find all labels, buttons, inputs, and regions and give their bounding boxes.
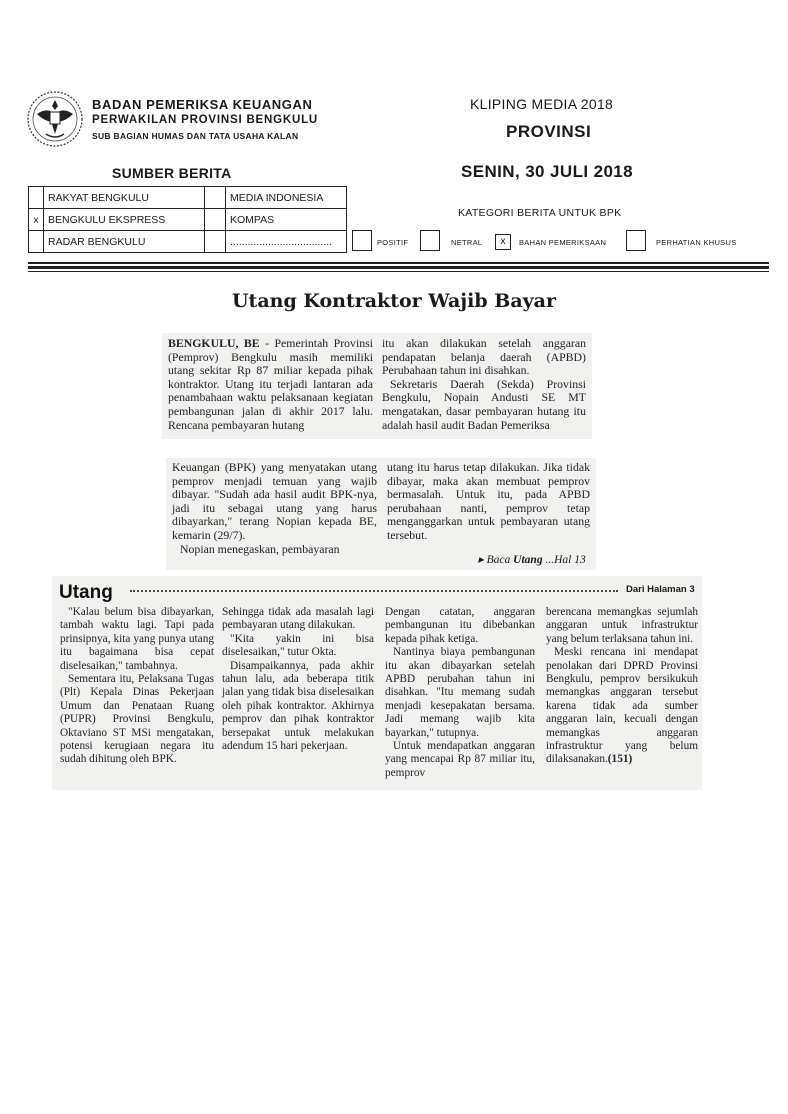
reporter-code: (151) <box>607 753 633 766</box>
article-paragraph: Disampaikannya, pada akhir tahun lalu, ada beberapa titik jalan yang tidak bisa diselesaikan oleh pihak kontraktor. Akhirnya pemprov dan pihak kontraktor bersepakat untuk melakukan adendum 15 hari pekerjaan. <box>222 659 374 753</box>
article-paragraph: Meski rencana ini mendapat penolakan dari DPRD Provinsi Bengkulu, pemprov bersikukuh memangkas anggaran tersebut karena tidak ada sumber anggaran lain, kecuali dengan memangkas anggaran infrastruktur yang belum dilaksanakan.(151) <box>546 646 698 766</box>
article-column <box>60 606 214 767</box>
divider <box>28 266 769 269</box>
article-text: - Pemerintah Provinsi (Pemprov) Bengkulu masih memiliki utang sekitar Rp 87 miliar kepada pihak kontraktor. Utang itu terjadi lantaran ada penambahaan waktu pelaksanaan kegiatan pembangunan jalan di akhir 2017 lalu. Rencana pembayaran hutang <box>168 336 373 432</box>
category-label: PERHATIAN KHUSUS <box>656 238 737 247</box>
dateline: BENGKULU, BE <box>168 336 260 350</box>
category-label: POSITIF <box>377 238 409 247</box>
source-mark <box>29 231 44 253</box>
sumber-berita-title: SUMBER BERITA <box>112 165 232 181</box>
article-paragraph: Dengan catatan, anggaran pembangunan itu dibebankan kepada pihak ketiga. <box>385 606 535 645</box>
source-name: RAKYAT BENGKULU <box>44 187 205 209</box>
article-column <box>222 606 374 753</box>
source-name: BENGKULU EKSPRESS <box>44 209 205 231</box>
article-paragraph: Sekretaris Daerah (Sekda) Provinsi Bengkulu, Nopain Andusti SE MT mengatakan, dasar pembayaran hutang itu adalah hasil audit Badan Pemeriksa <box>382 376 586 432</box>
article-column <box>546 606 698 767</box>
category-checkbox-positif <box>352 230 372 251</box>
source-name: MEDIA INDONESIA <box>226 187 347 209</box>
article-headline: Utang Kontraktor Wajib Bayar <box>231 290 556 312</box>
category-checkbox-netral <box>420 230 440 251</box>
source-name: KOMPAS <box>226 209 347 231</box>
category-label: NETRAL <box>451 238 483 247</box>
divider <box>28 271 769 272</box>
article-column <box>168 337 373 432</box>
source-row <box>29 209 347 231</box>
source-name: ................................... <box>226 231 347 253</box>
org-region: PERWAKILAN PROVINSI BENGKULU <box>92 114 319 126</box>
article-paragraph: itu akan dilakukan setelah anggaran pendapatan belanja daerah (APBD) Perubahaan tahun ini disahkan. <box>382 336 586 378</box>
article-paragraph: "Kita yakin ini bisa diselesaikan," tutur Okta. <box>222 632 374 659</box>
article-paragraph: "Kalau belum bisa dibayarkan, tambah waktu lagi. Tapi pada prinsipnya, kita yang punya utang itu bagaimana bisa cepat diselesaikan," tambahnya. <box>60 606 214 672</box>
category-label: BAHAN PEMERIKSAAN <box>519 238 607 247</box>
org-subdivision: SUB BAGIAN HUMAS DAN TATA USAHA KALAN <box>92 131 299 141</box>
article-paragraph: Untuk mendapatkan anggaran yang mencapai Rp 87 miliar itu, pemprov <box>385 740 535 779</box>
category-checkbox-perhatian-khusus <box>626 230 646 251</box>
garuda-emblem-icon <box>24 88 86 152</box>
continued-reference: ▸ Baca Utang ...Hal 13 <box>478 554 586 566</box>
article-paragraph: Nopian menegaskan, pembayaran <box>180 541 340 556</box>
source-table <box>28 186 347 253</box>
source-row <box>29 187 347 209</box>
article-paragraph: Sehingga tidak ada masalah lagi pembayaran utang dilakukan. <box>222 606 374 632</box>
article-column <box>172 461 377 556</box>
org-name: BADAN PEMERIKSA KEUANGAN <box>92 97 313 112</box>
continuation-source-page: Dari Halaman 3 <box>626 584 695 595</box>
source-mark <box>29 187 44 209</box>
article-paragraph: Sementara itu, Pelaksana Tugas (Plt) Kepala Dinas Pekerjaan Umum dan Penataan Ruang (PUPR) Provinsi Bengkulu, Oktaviano ST MSi mengatakan, potensi kerugiaan negara itu sudah dihitung oleh BPK. <box>60 673 214 766</box>
source-name: RADAR BENGKULU <box>44 231 205 253</box>
dotted-leader <box>130 590 618 592</box>
kliping-label: KLIPING MEDIA 2018 <box>470 96 614 112</box>
article-paragraph: utang itu harus tetap dilakukan. Jika tidak dibayar, maka akan membuat pemprov bermasalah. Untuk itu, pada APBD perubahaan nanti, pemprov tetap menganggarkan untuk pembayaran utang tersebut. <box>387 460 590 542</box>
article-paragraph <box>168 337 373 432</box>
category-checkbox-bahan-pemeriksaan: x <box>495 234 511 250</box>
article-column <box>387 461 590 543</box>
source-mark: x <box>29 209 44 231</box>
kategori-title: KATEGORI BERITA UNTUK BPK <box>458 207 622 219</box>
article-paragraph: berencana memangkas sejumlah anggaran untuk infrastruktur yang belum terlaksana tahun ini. <box>546 606 698 645</box>
date-label: SENIN, 30 JULI 2018 <box>461 162 634 181</box>
article-column <box>382 337 586 432</box>
continuation-title: Utang <box>59 582 113 603</box>
article-paragraph: Nantinya biaya pembangunan itu akan dibayarkan setelah APBD perubahan tahun ini disahkan. "Itu memang sudah menjadi kesepakatan bersama. Jadi memang wajib kita bayarkan," tutupnya. <box>385 646 535 739</box>
article-column <box>385 606 535 780</box>
source-row <box>29 231 347 253</box>
article-paragraph: Keuangan (BPK) yang menyatakan utang pemprov menjadi temuan yang wajib dibayar. "Sudah ada hasil audit BPK-nya, jadi itu sebagai utang yang harus dibayarkan," terang Nopian kepada BE, kemarin (29/7). <box>172 460 377 542</box>
provinsi-label: PROVINSI <box>506 122 592 141</box>
divider <box>28 262 769 264</box>
